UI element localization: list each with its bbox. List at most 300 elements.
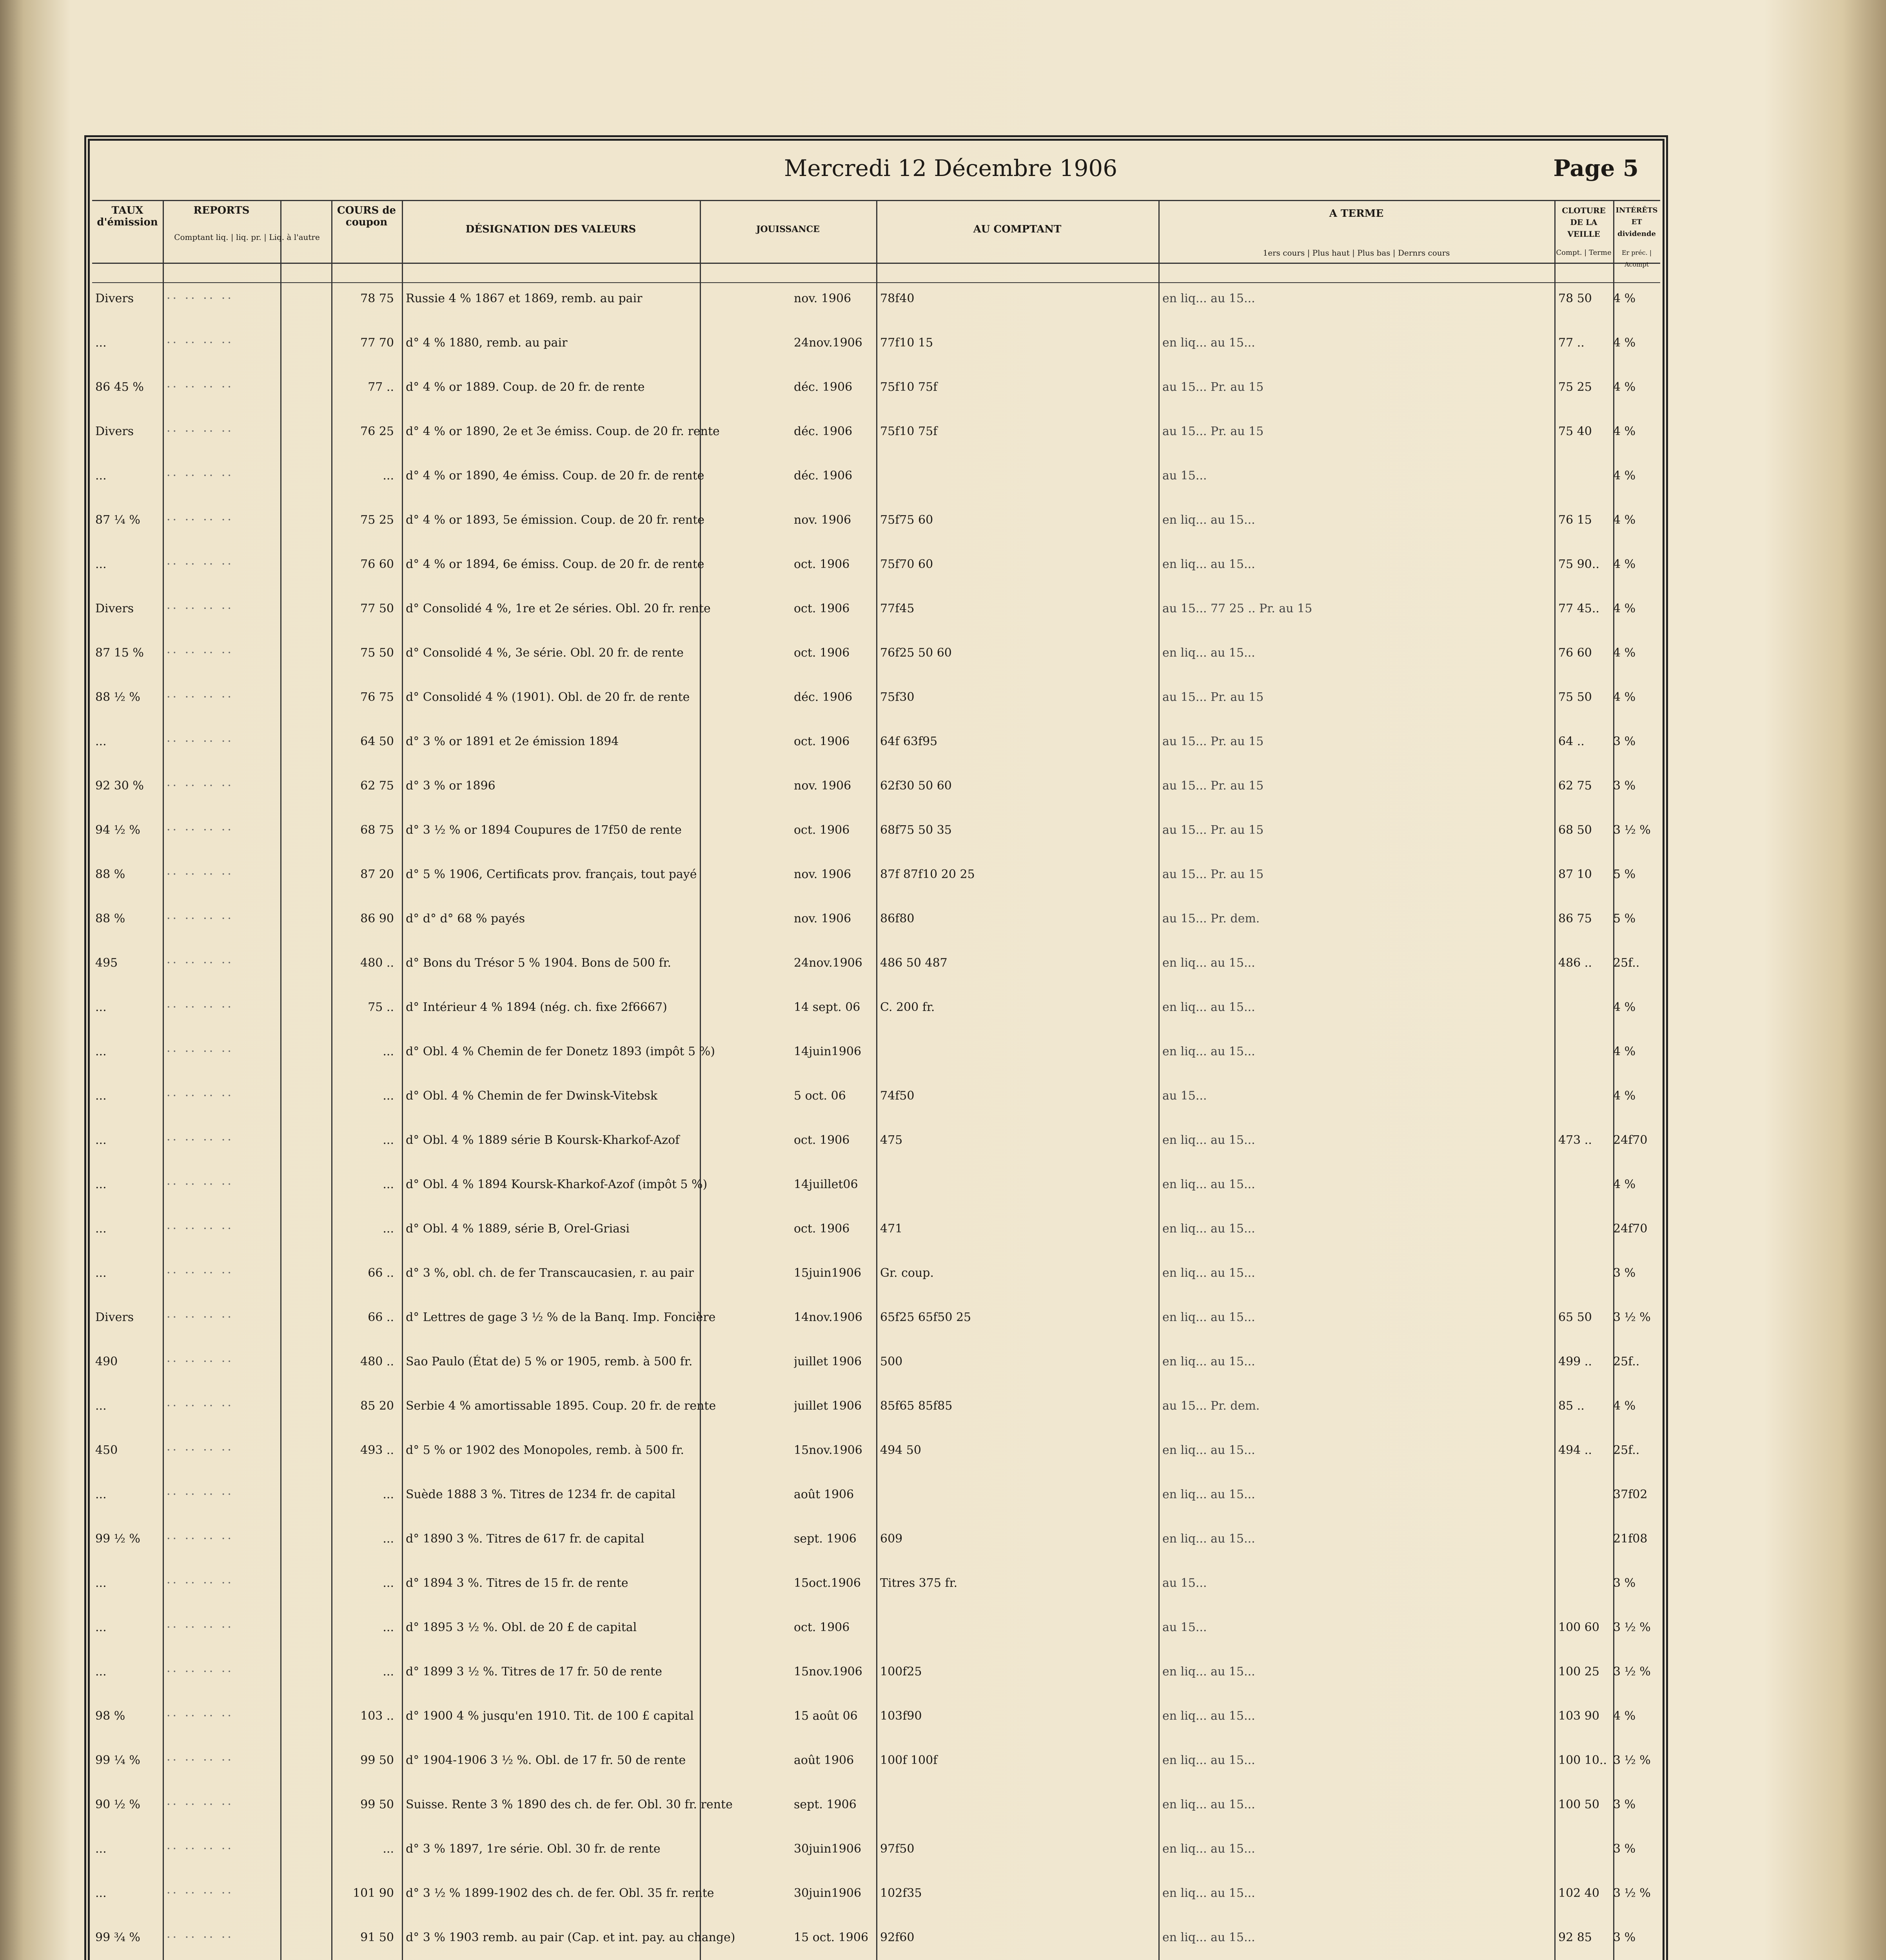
terme-cell: en liq... au 15... bbox=[1162, 1665, 1255, 1679]
designation-cell: d° 4 % 1880, remb. au pair bbox=[406, 336, 568, 350]
table-row bbox=[92, 1881, 1660, 1925]
comptant-cell: 87f 87f10 20 25 bbox=[880, 867, 975, 881]
designation-cell: d° 4 % or 1890, 4e émiss. Coup. de 20 fr. de rente bbox=[406, 469, 704, 483]
cours-cell: ... bbox=[383, 1488, 394, 1501]
terme-cell: en liq... au 15... bbox=[1162, 646, 1255, 660]
comptant-cell: 78f40 bbox=[880, 292, 915, 305]
taux-cell: ... bbox=[95, 1133, 107, 1147]
interet-cell: 4 % bbox=[1613, 336, 1636, 350]
designation-cell: d° 1899 3 ½ %. Titres de 17 fr. 50 de rente bbox=[406, 1665, 662, 1679]
cours-cell: 85 20 bbox=[360, 1399, 394, 1413]
designation-cell: d° Bons du Trésor 5 % 1904. Bons de 500 fr. bbox=[406, 956, 672, 970]
comptant-cell: 102f35 bbox=[880, 1886, 922, 1900]
jouissance-cell: août 1906 bbox=[794, 1488, 854, 1501]
designation-cell: d° 3 ½ % 1899-1902 des ch. de fer. Obl. 35 fr. rente bbox=[406, 1886, 714, 1900]
taux-cell: 92 30 % bbox=[95, 779, 144, 793]
cours-cell: 87 20 bbox=[360, 867, 394, 881]
comptant-cell: Gr. coup. bbox=[880, 1266, 934, 1280]
interet-cell: 3 ½ % bbox=[1613, 823, 1651, 837]
cloture-cell: 85 .. bbox=[1558, 1399, 1585, 1413]
designation-cell: d° Consolidé 4 % (1901). Obl. de 20 fr. de rente bbox=[406, 690, 690, 704]
table-row bbox=[92, 1438, 1660, 1482]
interet-cell: 4 % bbox=[1613, 690, 1636, 704]
designation-cell: d° Intérieur 4 % 1894 (nég. ch. fixe 2f6667) bbox=[406, 1000, 667, 1014]
interet-cell: 5 % bbox=[1613, 867, 1636, 881]
interet-cell: 4 % bbox=[1613, 1045, 1636, 1058]
comptant-cell: 100f25 bbox=[880, 1665, 922, 1679]
table-row bbox=[92, 1482, 1660, 1526]
jouissance-cell: 24nov.1906 bbox=[794, 956, 862, 970]
interet-cell: 3 ½ % bbox=[1613, 1753, 1651, 1767]
reports-dots: ·· ·· ·· ·· bbox=[167, 646, 234, 660]
jouissance-cell: déc. 1906 bbox=[794, 425, 853, 438]
jouissance-cell: 15 oct. 1906 bbox=[794, 1931, 869, 1944]
designation-cell: d° 3 % or 1896 bbox=[406, 779, 496, 793]
cours-cell: 76 60 bbox=[360, 557, 394, 571]
comptant-cell: 75f30 bbox=[880, 690, 915, 704]
cours-cell: 77 70 bbox=[360, 336, 394, 350]
cloture-cell: 75 90.. bbox=[1558, 557, 1599, 571]
cloture-cell: 68 50 bbox=[1558, 823, 1592, 837]
jouissance-cell: août 1906 bbox=[794, 1753, 854, 1767]
comptant-cell: 75f10 75f bbox=[880, 425, 938, 438]
comptant-cell: 65f25 65f50 25 bbox=[880, 1310, 971, 1324]
reports-dots: ·· ·· ·· ·· bbox=[167, 1045, 234, 1058]
comptant-cell: 76f25 50 60 bbox=[880, 646, 952, 660]
table-row bbox=[92, 596, 1660, 641]
terme-cell: en liq... au 15... bbox=[1162, 1443, 1255, 1457]
reports-dots: ·· ·· ·· ·· bbox=[167, 1133, 234, 1147]
terme-cell: au 15... Pr. au 15 bbox=[1162, 380, 1264, 394]
interet-cell: 37f02 bbox=[1613, 1488, 1648, 1501]
table-row bbox=[92, 463, 1660, 508]
jouissance-cell: oct. 1906 bbox=[794, 1222, 850, 1236]
table-row bbox=[92, 552, 1660, 596]
terme-cell: en liq... au 15... bbox=[1162, 292, 1255, 305]
table-row bbox=[92, 818, 1660, 862]
cours-cell: 77 50 bbox=[360, 602, 394, 615]
interet-cell: 3 ½ % bbox=[1613, 1665, 1651, 1679]
jouissance-cell: 14nov.1906 bbox=[794, 1310, 862, 1324]
taux-cell: 88 ½ % bbox=[95, 690, 140, 704]
cloture-cell: 75 40 bbox=[1558, 425, 1592, 438]
cours-cell: ... bbox=[383, 1045, 394, 1058]
interet-cell: 4 % bbox=[1613, 646, 1636, 660]
cours-cell: ... bbox=[383, 1089, 394, 1103]
interet-cell: 3 ½ % bbox=[1613, 1310, 1651, 1324]
reports-dots: ·· ·· ·· ·· bbox=[167, 867, 234, 881]
terme-cell: au 15... Pr. au 15 bbox=[1162, 425, 1264, 438]
taux-cell: Divers bbox=[95, 602, 134, 615]
reports-dots: ·· ·· ·· ·· bbox=[167, 602, 234, 615]
comptant-cell: 75f75 60 bbox=[880, 513, 933, 527]
reports-dots: ·· ·· ·· ·· bbox=[167, 1665, 234, 1679]
comptant-cell: 68f75 50 35 bbox=[880, 823, 952, 837]
reports-dots: ·· ·· ·· ·· bbox=[167, 823, 234, 837]
table-row bbox=[92, 1083, 1660, 1128]
terme-cell: au 15... bbox=[1162, 1089, 1207, 1103]
cours-cell: ... bbox=[383, 1621, 394, 1634]
interet-cell: 3 % bbox=[1613, 1266, 1636, 1280]
cours-cell: 493 .. bbox=[360, 1443, 394, 1457]
jouissance-cell: oct. 1906 bbox=[794, 1621, 850, 1634]
comptant-cell: 500 bbox=[880, 1355, 903, 1368]
reports-dots: ·· ·· ·· ·· bbox=[167, 912, 234, 926]
reports-dots: ·· ·· ·· ·· bbox=[167, 1222, 234, 1236]
designation-cell: d° 5 % 1906, Certificats prov. français, tout payé bbox=[406, 867, 697, 881]
taux-cell: ... bbox=[95, 1089, 107, 1103]
designation-cell: d° 3 % 1903 remb. au pair (Cap. et int. pay. au change) bbox=[406, 1931, 735, 1944]
designation-cell: d° Consolidé 4 %, 3e série. Obl. 20 fr. de rente bbox=[406, 646, 684, 660]
col-comptant: AU COMPTANT bbox=[973, 223, 1062, 235]
designation-cell: d° Consolidé 4 %, 1re et 2e séries. Obl. 20 fr. rente bbox=[406, 602, 711, 615]
cloture-cell: 86 75 bbox=[1558, 912, 1592, 926]
cours-cell: ... bbox=[383, 1665, 394, 1679]
table-row bbox=[92, 1704, 1660, 1748]
jouissance-cell: sept. 1906 bbox=[794, 1532, 857, 1546]
terme-cell: en liq... au 15... bbox=[1162, 1798, 1255, 1811]
taux-cell: 88 % bbox=[95, 867, 125, 881]
comptant-cell: 475 bbox=[880, 1133, 903, 1147]
cours-cell: 77 .. bbox=[368, 380, 394, 394]
designation-cell: d° 1895 3 ½ %. Obl. de 20 £ de capital bbox=[406, 1621, 637, 1634]
table-row bbox=[92, 419, 1660, 463]
comptant-cell: 486 50 487 bbox=[880, 956, 948, 970]
interet-cell: 4 % bbox=[1613, 1089, 1636, 1103]
jouissance-cell: juillet 1906 bbox=[794, 1355, 862, 1368]
reports-dots: ·· ·· ·· ·· bbox=[167, 380, 234, 394]
jouissance-cell: 14 sept. 06 bbox=[794, 1000, 860, 1014]
interet-cell: 3 % bbox=[1613, 779, 1636, 793]
reports-dots: ·· ·· ·· ·· bbox=[167, 292, 234, 305]
table-row bbox=[92, 729, 1660, 773]
jouissance-cell: déc. 1906 bbox=[794, 469, 853, 483]
taux-cell: 94 ½ % bbox=[95, 823, 140, 837]
cours-cell: ... bbox=[383, 469, 394, 483]
taux-cell: 88 % bbox=[95, 912, 125, 926]
col-jouissance: JOUISSANCE bbox=[756, 224, 820, 234]
table-row bbox=[92, 1216, 1660, 1261]
reports-dots: ·· ·· ·· ·· bbox=[167, 1621, 234, 1634]
designation-cell: Suède 1888 3 %. Titres de 1234 fr. de capital bbox=[406, 1488, 676, 1501]
terme-cell: au 15... Pr. au 15 bbox=[1162, 779, 1264, 793]
cours-cell: 76 25 bbox=[360, 425, 394, 438]
reports-dots: ·· ·· ·· ·· bbox=[167, 956, 234, 970]
taux-cell: 98 % bbox=[95, 1709, 125, 1723]
cloture-cell: 78 50 bbox=[1558, 292, 1592, 305]
jouissance-cell: oct. 1906 bbox=[794, 602, 850, 615]
table-row bbox=[92, 375, 1660, 419]
interet-cell: 3 % bbox=[1613, 735, 1636, 748]
designation-cell: d° d° d° 68 % payés bbox=[406, 912, 525, 926]
col-cloture: CLOTURE DE LA VEILLE bbox=[1562, 206, 1606, 239]
terme-cell: en liq... au 15... bbox=[1162, 336, 1255, 350]
comptant-cell: 103f90 bbox=[880, 1709, 922, 1723]
table-row bbox=[92, 1925, 1660, 1960]
terme-cell: en liq... au 15... bbox=[1162, 1310, 1255, 1324]
cours-cell: ... bbox=[383, 1133, 394, 1147]
cours-cell: ... bbox=[383, 1178, 394, 1191]
reports-dots: ·· ·· ·· ·· bbox=[167, 336, 234, 350]
designation-cell: d° 1890 3 %. Titres de 617 fr. de capital bbox=[406, 1532, 644, 1546]
comptant-cell: 100f 100f bbox=[880, 1753, 938, 1767]
jouissance-cell: oct. 1906 bbox=[794, 823, 850, 837]
interet-cell: 25f.. bbox=[1613, 1355, 1640, 1368]
jouissance-cell: nov. 1906 bbox=[794, 867, 851, 881]
reports-dots: ·· ·· ·· ·· bbox=[167, 1576, 234, 1590]
interet-cell: 24f70 bbox=[1613, 1133, 1648, 1147]
cloture-cell: 473 .. bbox=[1558, 1133, 1592, 1147]
table-row bbox=[92, 641, 1660, 685]
comptant-cell: 77f10 15 bbox=[880, 336, 933, 350]
table-row bbox=[92, 1571, 1660, 1615]
col-reports: REPORTS bbox=[193, 205, 250, 216]
interet-cell: 4 % bbox=[1613, 425, 1636, 438]
cloture-cell: 100 50 bbox=[1558, 1798, 1599, 1811]
terme-cell: en liq... au 15... bbox=[1162, 1266, 1255, 1280]
table-row bbox=[92, 1305, 1660, 1349]
col-cloture-sub: Compt. | Terme bbox=[1556, 249, 1612, 257]
terme-cell: au 15... bbox=[1162, 1621, 1207, 1634]
jouissance-cell: 15 août 06 bbox=[794, 1709, 858, 1723]
designation-cell: d° 1900 4 % jusqu'en 1910. Tit. de 100 £ capital bbox=[406, 1709, 694, 1723]
taux-cell: 86 45 % bbox=[95, 380, 144, 394]
interet-cell: 4 % bbox=[1613, 1178, 1636, 1191]
cours-cell: 62 75 bbox=[360, 779, 394, 793]
header-page-number: Page 5 bbox=[1553, 155, 1639, 181]
terme-cell: au 15... Pr. au 15 bbox=[1162, 690, 1264, 704]
table-row bbox=[92, 862, 1660, 906]
cloture-cell: 100 25 bbox=[1558, 1665, 1599, 1679]
jouissance-cell: 30juin1906 bbox=[794, 1886, 862, 1900]
cours-cell: 76 75 bbox=[360, 690, 394, 704]
reports-dots: ·· ·· ·· ·· bbox=[167, 1089, 234, 1103]
reports-dots: ·· ·· ·· ·· bbox=[167, 513, 234, 527]
table-row bbox=[92, 1659, 1660, 1704]
table-row bbox=[92, 906, 1660, 951]
taux-cell: Divers bbox=[95, 425, 134, 438]
comptant-cell: 64f 63f95 bbox=[880, 735, 938, 748]
reports-dots: ·· ·· ·· ·· bbox=[167, 1310, 234, 1324]
reports-dots: ·· ·· ·· ·· bbox=[167, 1355, 234, 1368]
interet-cell: 21f08 bbox=[1613, 1532, 1648, 1546]
col-interets-sub: Er préc. | Acompt bbox=[1621, 249, 1652, 268]
cloture-cell: 64 .. bbox=[1558, 735, 1585, 748]
designation-cell: Serbie 4 % amortissable 1895. Coup. 20 fr. de rente bbox=[406, 1399, 716, 1413]
interet-cell: 3 % bbox=[1613, 1576, 1636, 1590]
terme-cell: en liq... au 15... bbox=[1162, 557, 1255, 571]
taux-cell: ... bbox=[95, 1886, 107, 1900]
cours-cell: 99 50 bbox=[360, 1798, 394, 1811]
designation-cell: d° 1904-1906 3 ½ %. Obl. de 17 fr. 50 de rente bbox=[406, 1753, 686, 1767]
reports-dots: ·· ·· ·· ·· bbox=[167, 1000, 234, 1014]
cloture-cell: 87 10 bbox=[1558, 867, 1592, 881]
terme-cell: en liq... au 15... bbox=[1162, 1133, 1255, 1147]
jouissance-cell: sept. 1906 bbox=[794, 1798, 857, 1811]
jouissance-cell: nov. 1906 bbox=[794, 513, 851, 527]
cloture-cell: 100 10.. bbox=[1558, 1753, 1607, 1767]
table-row bbox=[92, 286, 1660, 330]
taux-cell: 87 15 % bbox=[95, 646, 144, 660]
table-row bbox=[92, 1526, 1660, 1571]
cloture-cell: 102 40 bbox=[1558, 1886, 1599, 1900]
cours-cell: 78 75 bbox=[360, 292, 394, 305]
taux-cell: ... bbox=[95, 1266, 107, 1280]
cours-cell: 103 .. bbox=[360, 1709, 394, 1723]
cloture-cell: 494 .. bbox=[1558, 1443, 1592, 1457]
interet-cell: 4 % bbox=[1613, 513, 1636, 527]
cours-cell: 480 .. bbox=[360, 956, 394, 970]
jouissance-cell: oct. 1906 bbox=[794, 646, 850, 660]
terme-cell: en liq... au 15... bbox=[1162, 1532, 1255, 1546]
reports-dots: ·· ·· ·· ·· bbox=[167, 1886, 234, 1900]
terme-cell: en liq... au 15... bbox=[1162, 1178, 1255, 1191]
cours-cell: 75 .. bbox=[368, 1000, 394, 1014]
jouissance-cell: 5 oct. 06 bbox=[794, 1089, 846, 1103]
col-taux: TAUX d'émission bbox=[97, 205, 158, 228]
col-interets: INTÉRÊTS ET dividende bbox=[1616, 206, 1658, 238]
cours-cell: 75 50 bbox=[360, 646, 394, 660]
terme-cell: en liq... au 15... bbox=[1162, 1931, 1255, 1944]
jouissance-cell: 15nov.1906 bbox=[794, 1665, 862, 1679]
designation-cell: Russie 4 % 1867 et 1869, remb. au pair bbox=[406, 292, 643, 305]
taux-cell: ... bbox=[95, 557, 107, 571]
taux-cell: ... bbox=[95, 1399, 107, 1413]
jouissance-cell: 14juillet06 bbox=[794, 1178, 858, 1191]
comptant-cell: 97f50 bbox=[880, 1842, 915, 1856]
interet-cell: 4 % bbox=[1613, 292, 1636, 305]
terme-cell: en liq... au 15... bbox=[1162, 1355, 1255, 1368]
reports-dots: ·· ·· ·· ·· bbox=[167, 1443, 234, 1457]
cours-cell: 68 75 bbox=[360, 823, 394, 837]
designation-cell: d° 5 % or 1902 des Monopoles, remb. à 500 fr. bbox=[406, 1443, 684, 1457]
comptant-cell: Titres 375 fr. bbox=[880, 1576, 958, 1590]
taux-cell: ... bbox=[95, 1222, 107, 1236]
comptant-cell: C. 200 fr. bbox=[880, 1000, 935, 1014]
reports-dots: ·· ·· ·· ·· bbox=[167, 1709, 234, 1723]
cours-cell: 66 .. bbox=[368, 1310, 394, 1324]
terme-cell: au 15... bbox=[1162, 1576, 1207, 1590]
cours-cell: 86 90 bbox=[360, 912, 394, 926]
terme-cell: en liq... au 15... bbox=[1162, 1045, 1255, 1058]
table-row bbox=[92, 1615, 1660, 1659]
interet-cell: 3 % bbox=[1613, 1931, 1636, 1944]
interet-cell: 3 ½ % bbox=[1613, 1886, 1651, 1900]
interet-cell: 24f70 bbox=[1613, 1222, 1648, 1236]
reports-dots: ·· ·· ·· ·· bbox=[167, 1178, 234, 1191]
cloture-cell: 486 .. bbox=[1558, 956, 1592, 970]
taux-cell: ... bbox=[95, 1842, 107, 1856]
table-row bbox=[92, 1748, 1660, 1792]
cours-cell: 66 .. bbox=[368, 1266, 394, 1280]
table-row bbox=[92, 1128, 1660, 1172]
taux-cell: 90 ½ % bbox=[95, 1798, 140, 1811]
interet-cell: 4 % bbox=[1613, 602, 1636, 615]
interet-cell: 5 % bbox=[1613, 912, 1636, 926]
table-row bbox=[92, 951, 1660, 995]
taux-cell: ... bbox=[95, 1576, 107, 1590]
taux-cell: ... bbox=[95, 469, 107, 483]
cloture-cell: 92 85 bbox=[1558, 1931, 1592, 1944]
taux-cell: 495 bbox=[95, 956, 118, 970]
taux-cell: Divers bbox=[95, 1310, 134, 1324]
terme-cell: en liq... au 15... bbox=[1162, 1709, 1255, 1723]
cloture-cell: 62 75 bbox=[1558, 779, 1592, 793]
cours-cell: 64 50 bbox=[360, 735, 394, 748]
cloture-cell: 75 50 bbox=[1558, 690, 1592, 704]
interet-cell: 4 % bbox=[1613, 1399, 1636, 1413]
jouissance-cell: 24nov.1906 bbox=[794, 336, 862, 350]
jouissance-cell: juillet 1906 bbox=[794, 1399, 862, 1413]
table-row bbox=[92, 1172, 1660, 1216]
jouissance-cell: nov. 1906 bbox=[794, 912, 851, 926]
table-row bbox=[92, 995, 1660, 1039]
cours-cell: 101 90 bbox=[353, 1886, 394, 1900]
col-terme: A TERME bbox=[1329, 208, 1384, 220]
table-row bbox=[92, 773, 1660, 818]
taux-cell: ... bbox=[95, 1178, 107, 1191]
comptant-cell: 62f30 50 60 bbox=[880, 779, 952, 793]
designation-cell: d° Obl. 4 % 1889 série B Koursk-Kharkof-Azof bbox=[406, 1133, 680, 1147]
terme-cell: au 15... Pr. au 15 bbox=[1162, 823, 1264, 837]
comptant-cell: 77f45 bbox=[880, 602, 915, 615]
designation-cell: d° 3 %, obl. ch. de fer Transcaucasien, r. au pair bbox=[406, 1266, 694, 1280]
interet-cell: 4 % bbox=[1613, 469, 1636, 483]
taux-cell: 87 ¼ % bbox=[95, 513, 140, 527]
terme-cell: en liq... au 15... bbox=[1162, 1000, 1255, 1014]
cours-cell: ... bbox=[383, 1532, 394, 1546]
interet-cell: 3 ½ % bbox=[1613, 1621, 1651, 1634]
cloture-cell: 75 25 bbox=[1558, 380, 1592, 394]
jouissance-cell: 15juin1906 bbox=[794, 1266, 862, 1280]
designation-cell: d° 3 % 1897, 1re série. Obl. 30 fr. de rente bbox=[406, 1842, 661, 1856]
terme-cell: au 15... Pr. au 15 bbox=[1162, 867, 1264, 881]
interet-cell: 4 % bbox=[1613, 380, 1636, 394]
jouissance-cell: déc. 1906 bbox=[794, 380, 853, 394]
reports-dots: ·· ·· ·· ·· bbox=[167, 1842, 234, 1856]
reports-dots: ·· ·· ·· ·· bbox=[167, 690, 234, 704]
terme-cell: en liq... au 15... bbox=[1162, 1842, 1255, 1856]
taux-cell: Divers bbox=[95, 292, 134, 305]
taux-cell: 490 bbox=[95, 1355, 118, 1368]
interet-cell: 3 % bbox=[1613, 1798, 1636, 1811]
reports-dots: ·· ·· ·· ·· bbox=[167, 1931, 234, 1944]
cloture-cell: 77 .. bbox=[1558, 336, 1585, 350]
designation-cell: d° Obl. 4 % Chemin de fer Dwinsk-Vitebsk bbox=[406, 1089, 657, 1103]
taux-cell: ... bbox=[95, 1000, 107, 1014]
reports-dots: ·· ·· ·· ·· bbox=[167, 1753, 234, 1767]
taux-cell: ... bbox=[95, 336, 107, 350]
taux-cell: ... bbox=[95, 1045, 107, 1058]
comptant-cell: 75f70 60 bbox=[880, 557, 933, 571]
terme-cell: au 15... bbox=[1162, 469, 1207, 483]
jouissance-cell: 15oct.1906 bbox=[794, 1576, 861, 1590]
interet-cell: 25f.. bbox=[1613, 956, 1640, 970]
cloture-cell: 76 15 bbox=[1558, 513, 1592, 527]
cloture-cell: 65 50 bbox=[1558, 1310, 1592, 1324]
comptant-cell: 471 bbox=[880, 1222, 903, 1236]
comptant-cell: 494 50 bbox=[880, 1443, 921, 1457]
reports-dots: ·· ·· ·· ·· bbox=[167, 779, 234, 793]
reports-dots: ·· ·· ·· ·· bbox=[167, 469, 234, 483]
comptant-cell: 92f60 bbox=[880, 1931, 915, 1944]
interet-cell: 4 % bbox=[1613, 557, 1636, 571]
terme-cell: en liq... au 15... bbox=[1162, 513, 1255, 527]
reports-dots: ·· ·· ·· ·· bbox=[167, 1488, 234, 1501]
terme-cell: au 15... 77 25 .. Pr. au 15 bbox=[1162, 602, 1312, 615]
designation-cell: d° 1894 3 %. Titres de 15 fr. de rente bbox=[406, 1576, 628, 1590]
table-row bbox=[92, 508, 1660, 552]
